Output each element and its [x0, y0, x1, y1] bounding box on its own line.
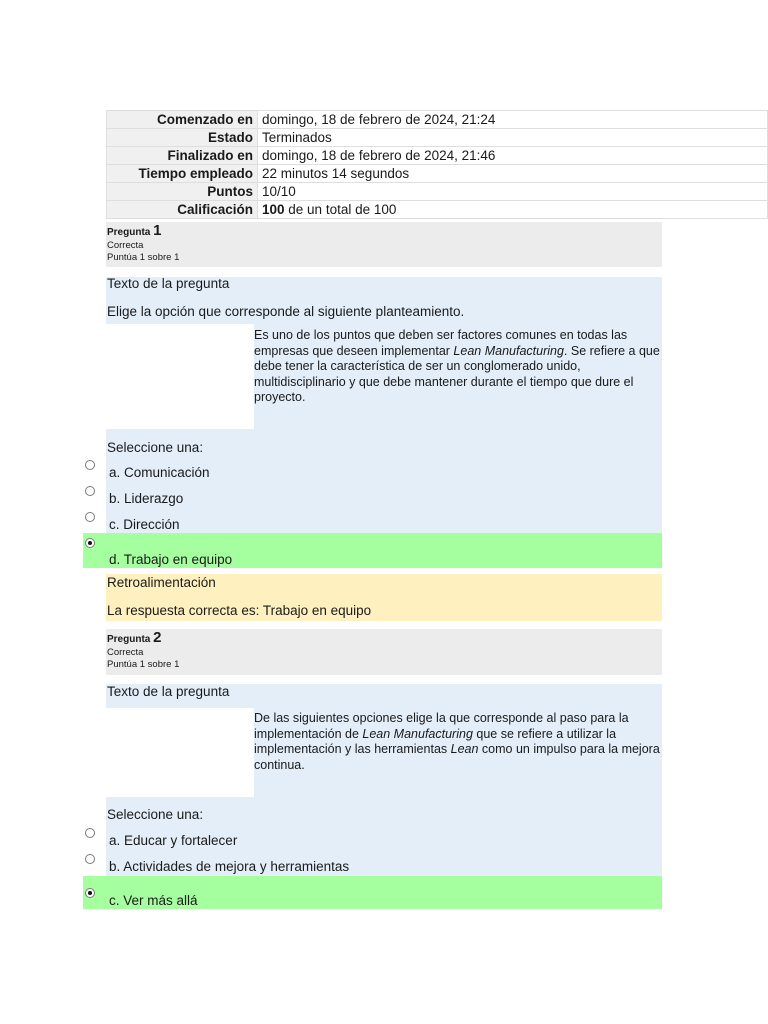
option-a-label[interactable]: a. Educar y fortalecer: [109, 833, 238, 848]
question-instruction: Elige la opción que corresponde al siguiente planteamiento.: [107, 304, 465, 319]
question-text-label: Texto de la pregunta: [107, 684, 230, 699]
question-prefix: Pregunta: [107, 227, 151, 238]
summary-label: Comenzado en: [107, 111, 258, 129]
question-grade: Puntúa 1 sobre 1: [107, 252, 180, 263]
option-b-radio[interactable]: [85, 854, 95, 864]
grade-total: de un total de 100: [284, 202, 397, 217]
summary-row-finished: [107, 147, 768, 165]
option-d-label[interactable]: d. Trabajo en equipo: [109, 552, 233, 567]
summary-value: 10/10: [258, 183, 768, 201]
feedback-label: Retroalimentación: [107, 575, 216, 590]
summary-value: domingo, 18 de febrero de 2024, 21:46: [258, 147, 768, 165]
summary-value: [258, 201, 768, 219]
select-one-label: Seleccione una:: [107, 807, 204, 822]
attempt-summary-table: [106, 110, 768, 219]
summary-label: Finalizado en: [107, 147, 258, 165]
question-2-info: [106, 629, 662, 675]
option-a-label[interactable]: a. Comunicación: [109, 465, 210, 480]
question-2-table-cell: [106, 708, 254, 797]
question-1-title: [106, 222, 662, 240]
question-1-info: [106, 222, 662, 267]
option-c-radio[interactable]: [85, 512, 95, 522]
option-d-radio-selected[interactable]: [85, 538, 95, 548]
summary-row-state: [107, 129, 768, 147]
summary-label: Tiempo empleado: [107, 165, 258, 183]
option-c-label[interactable]: c. Dirección: [109, 517, 180, 532]
question-prefix: Pregunta: [107, 634, 151, 645]
correct-answer-text: La respuesta correcta es: Trabajo en equipo: [107, 603, 372, 618]
summary-label: Estado: [107, 129, 258, 147]
question-2-stem: De las siguientes opciones elige la que corresponde al paso para la implementación de Lean Manufacturing que se refiere a utilizar la implementación y las herramientas Lean como un impulso para la mejora continua.: [254, 711, 660, 772]
option-c-radio-selected[interactable]: [85, 888, 95, 898]
question-2-title: [106, 629, 662, 647]
question-number: 2: [153, 629, 162, 646]
question-number: 1: [153, 222, 162, 239]
option-c-label[interactable]: c. Ver más allá: [109, 893, 198, 908]
summary-row-time: [107, 165, 768, 183]
option-a-radio[interactable]: [85, 828, 95, 838]
option-b-radio[interactable]: [85, 486, 95, 496]
summary-value: domingo, 18 de febrero de 2024, 21:24: [258, 111, 768, 129]
option-b-label[interactable]: b. Actividades de mejora y herramientas: [109, 859, 350, 874]
question-text-label: Texto de la pregunta: [107, 276, 230, 291]
summary-row-grade: [107, 201, 768, 219]
question-1-table-cell: [106, 324, 254, 429]
grade-value: 100: [262, 202, 285, 217]
summary-label: Calificación: [107, 201, 258, 219]
summary-value: 22 minutos 14 segundos: [258, 165, 768, 183]
question-grade: Puntúa 1 sobre 1: [107, 659, 180, 670]
question-state: Correcta: [107, 647, 144, 658]
option-b-label[interactable]: b. Liderazgo: [109, 491, 184, 506]
summary-label: Puntos: [107, 183, 258, 201]
summary-row-points: [107, 183, 768, 201]
option-a-radio[interactable]: [85, 460, 95, 470]
question-1-stem: Es uno de los puntos que deben ser factores comunes en todas las empresas que deseen implementar Lean Manufacturing. Se refiere a que debe tener la característica de ser un conglomerado unido, multidisciplinario y que debe mantener durante el tiempo que dure el proyecto.: [254, 328, 660, 404]
question-state: Correcta: [107, 240, 144, 251]
summary-row-started: [107, 111, 768, 129]
summary-value: Terminados: [258, 129, 768, 147]
select-one-label: Seleccione una:: [107, 440, 204, 455]
